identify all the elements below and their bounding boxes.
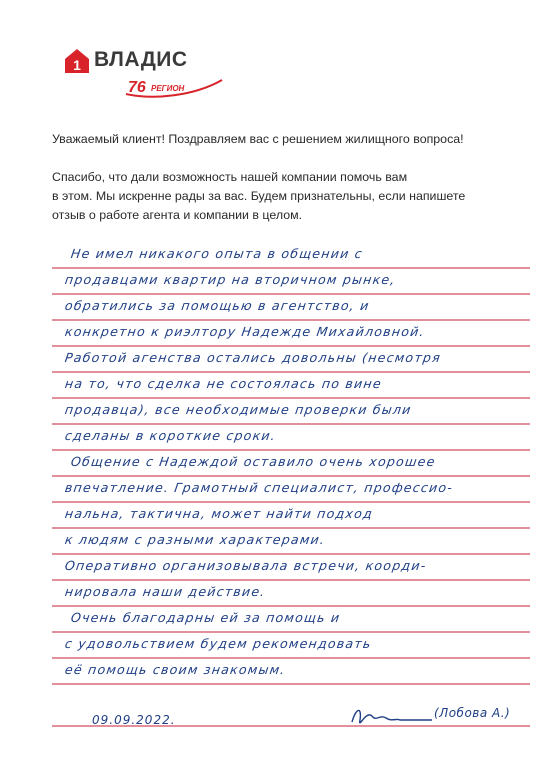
badge-number: 1 [73, 57, 81, 73]
region-label: РЕГИОН [151, 84, 185, 93]
review-line: Работой агенства остались довольны (несмотря [64, 350, 443, 365]
review-date: 09.09.2022. [92, 713, 176, 727]
review-line: продавцами квартир на вторичном рынке, [64, 272, 397, 287]
review-line: впечатление. Грамотный специалист, профессио- [64, 480, 455, 495]
signer-name: (Лобова А.) [434, 706, 511, 720]
intro-line: Спасибо, что дали возможность нашей компании помочь вам [52, 170, 408, 184]
brand-name: ВЛАДИС [94, 48, 188, 71]
review-line: конкретно к риэлтору Надежде Михайловной. [64, 324, 426, 339]
review-line: нировала наши действие. [64, 584, 267, 599]
intro-line: в этом. Мы искренне рады за вас. Будем признательны, если напишете [52, 189, 466, 203]
review-line: Общение с Надеждой оставило очень хорошее [70, 454, 437, 469]
region-number: 76 [128, 79, 146, 96]
review-line: её помощь своим знакомым. [64, 662, 287, 677]
review-line: нальна, тактична, может найти подход [64, 506, 375, 521]
review-line: сделаны в короткие сроки. [64, 428, 278, 443]
review-line: обратились за помощью в агентство, и [64, 298, 371, 313]
review-line: с удовольствием будем рекомендовать [64, 636, 373, 651]
review-line: Очень благодарны ей за помощь и [70, 610, 342, 625]
review-line: на то, что сделка не состоялась по вине [64, 376, 383, 391]
review-line: к людям с разными характерами. [64, 532, 327, 547]
review-line: продавца), все необходимые проверки были [64, 402, 413, 417]
review-line: Оперативно организовывала встречи, коорди- [64, 558, 428, 573]
greeting-text: Уважаемый клиент! Поздравляем вас с решением жилищного вопроса! [52, 132, 464, 146]
intro-line: отзыв о работе агента и компании в целом. [52, 208, 303, 222]
review-line: Не имел никакого опыта в общении с [70, 246, 364, 261]
